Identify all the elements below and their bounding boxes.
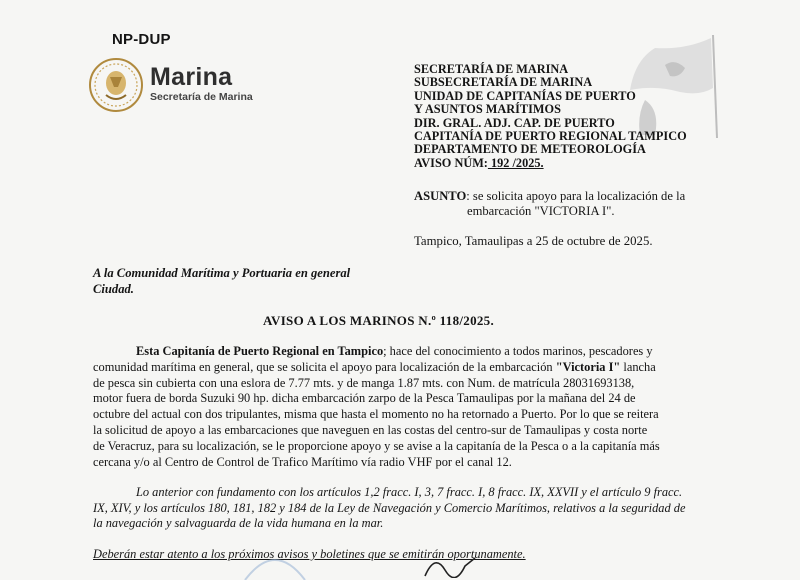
legal-basis-paragraph [93,485,783,532]
closing-line: Deberán estar atento a los próximos avisos y boletines que se emitirán oportunamente. [93,547,526,561]
header-line: DEPARTAMENTO DE METEOROLOGÍA [414,142,646,157]
basis-line: la navegación y salvaguarda de la vida humana en la mar. [93,516,384,531]
body-line-2a: comunidad marítima en general, que se solicita el apoyo para localización de la embarcación [93,359,556,374]
body-line: cercana y/o al Centro de Control de Trafico Marítimo vía radio VHF por el canal 12. [93,454,512,469]
logo-subtitle: Secretaría de Marina [150,91,253,103]
header-line: Y ASUNTOS MARÍTIMOS [414,102,561,117]
header-line: CAPITANÍA DE PUERTO REGIONAL TAMPICO [414,129,687,144]
classification-code: NP-DUP [112,31,171,48]
body-line [93,360,783,376]
header-line: SECRETARÍA DE MARINA [414,62,569,76]
subject-line-1: : se solicita apoyo para la localización de la [466,189,686,203]
body-line: la solicitud de apoyo a las embarcaciones que naveguen en las costas del centro-sur de Tamaulipas y costa norte [93,422,648,437]
body-line: octubre del actual con dos tripulantes, misma que hasta el momento no ha retornado a Puerto. Por lo que se reitera [93,407,659,422]
subject-line-2: embarcación "VICTORIA I". [467,204,615,218]
notice-number-value: 192 /2025. [487,155,544,170]
body-line: de Veracruz, para su localización, se le proporcione apoyo y se avise a la capitanía de la Pesca o a la capitanía más [93,438,660,453]
header-line: SUBSECRETARÍA DE MARINA [414,75,593,90]
issuing-authority-header [414,63,687,170]
vessel-name: "Victoria I" [555,359,621,374]
notice-title: AVISO A LOS MARINOS N.º 118/2025. [263,313,495,328]
header-line: DIR. GRAL. ADJ. CAP. DE PUERTO [414,115,615,130]
addressee-block [93,266,350,297]
body-paragraph [93,344,783,470]
body-line [93,344,783,360]
basis-line: Lo anterior con fundamento con los artículos 1,2 fracc. I, 3, 7 fracc. I, 8 fracc. IX, XXVII y el artículo 9 fracc. [136,485,683,499]
logo-wordmark: Marina [150,63,233,91]
addressee-line-1: A la Comunidad Marítima y Portuaria en general [93,266,351,280]
basis-line: IX, XIV, y los artículos 180, 181, 182 y 184 de la Ley de Navegación y Comercio Marítimos, relativos a la seguridad de [93,500,686,515]
national-seal-icon [88,57,144,113]
subject-block [414,189,694,219]
notice-number-label: AVISO NÚM: [414,155,488,170]
body-line-2c: lancha [620,359,656,374]
body-lead-bold: Esta Capitanía de Puerto Regional en Tampico [136,344,384,358]
notice-number [414,157,687,170]
signature-stroke-icon [420,548,480,578]
place-and-date: Tampico, Tamaulipas a 25 de octubre de 2025. [414,234,653,248]
body-line: de pesca sin cubierta con una eslora de 7.77 mts. y de manga 1.87 mts. con Num. de matrícula 28031693138, [93,375,635,390]
header-line: UNIDAD DE CAPITANÍAS DE PUERTO [414,88,636,103]
stamp-fragment-icon [240,540,310,580]
body-lead-rest: ; hace del conocimiento a todos marinos, pescadores y [383,344,653,358]
subject-label: ASUNTO [414,189,467,203]
addressee-line-2: Ciudad. [93,281,134,296]
body-line: motor fuera de borda Suzuki 90 hp. dicha embarcación zarpo de la Pesca Tamaulipas por la mañana del 24 de [93,391,636,406]
